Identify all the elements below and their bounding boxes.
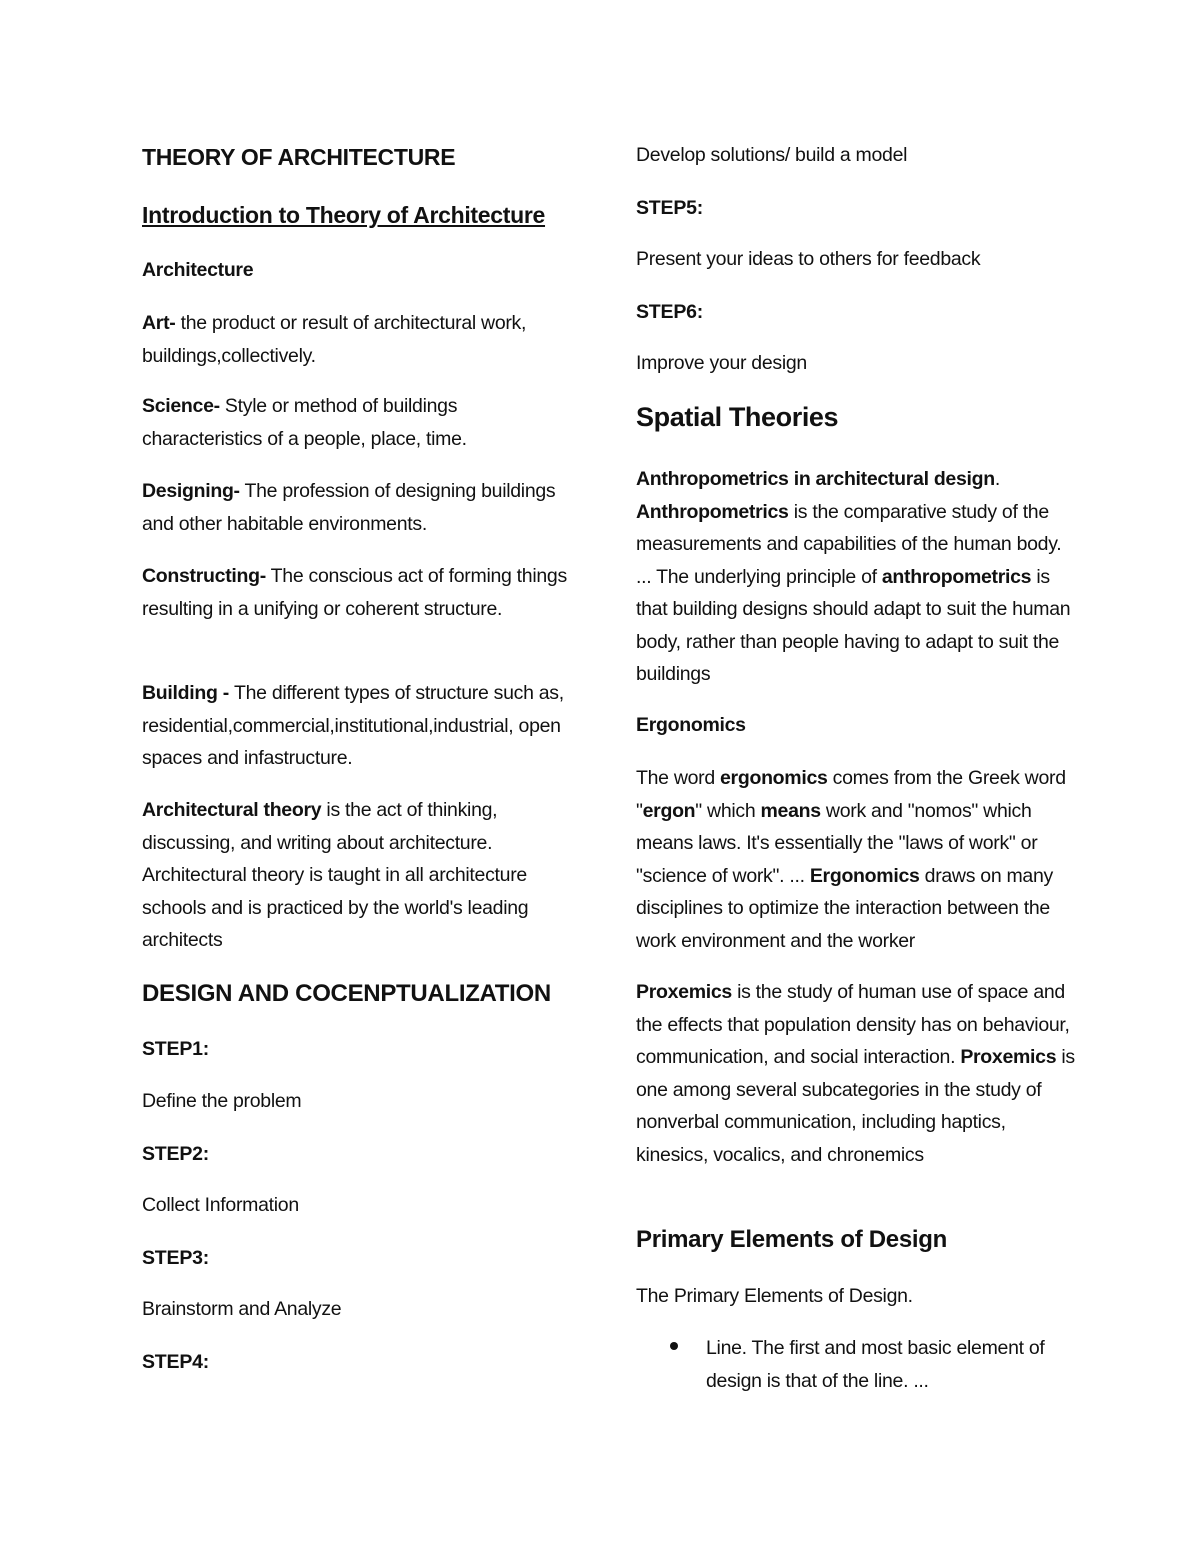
body-text: " which [695, 799, 761, 822]
definition-term: Architectural theory [142, 799, 322, 821]
definition-term: Art- [142, 312, 176, 334]
document-title: THEORY OF ARCHITECTURE [142, 144, 456, 170]
design-heading: DESIGN AND COCENPTUALIZATION [142, 980, 551, 1007]
definition-text: The profession of designing buildings and other habitable environments. [142, 480, 556, 535]
body-text: comes from the Greek word " [636, 767, 1066, 822]
bold-term: ergon [642, 799, 696, 822]
step5-label: STEP5: [636, 197, 704, 219]
step2-label: STEP2: [142, 1143, 210, 1165]
body-text: draws on many disciplines to optimize the interaction between the work environment and the worker [636, 864, 1053, 952]
definition-science [142, 390, 582, 455]
bold-term: Ergonomics [809, 864, 920, 887]
definition-art [142, 307, 582, 372]
spatial-theories-heading: Spatial Theories [636, 402, 839, 432]
definition-text: The different types of structure such as, residential,commercial,institutional,industrial, open spaces and infastructure. [142, 682, 564, 769]
proxemics-paragraph [636, 976, 1076, 1171]
body-text: is the study of human use of space and the effects that population density has on behaviour, communication, and social interaction. [636, 981, 1070, 1068]
primary-elements-intro: The Primary Elements of Design. [636, 1285, 913, 1307]
ergonomics-paragraph [636, 762, 1076, 957]
step2-text: Collect Information [142, 1194, 299, 1216]
definition-text: The conscious act of forming things resulting in a unifying or coherent structure. [142, 565, 567, 620]
bold-term: anthropometrics [881, 565, 1032, 588]
step6-text: Improve your design [636, 352, 807, 374]
bold-term: means [760, 799, 821, 822]
definition-building [142, 677, 582, 775]
anthropometrics-paragraph [636, 463, 1076, 691]
list-item-text: Line. The first and most basic element of design is that of the line. ... [706, 1337, 1045, 1392]
definition-architectural-theory [142, 794, 582, 957]
heading-dot: . [994, 468, 1000, 490]
definition-constructing [142, 560, 582, 625]
body-text: work and "nomos" which means laws. It's essentially the "laws of work" or "science of work". ... [636, 799, 1038, 887]
anthropometrics-heading: Anthropometrics in architectural design [636, 468, 995, 490]
step1-text: Define the problem [142, 1090, 302, 1112]
definition-designing [142, 475, 582, 540]
definition-term: Building - [142, 682, 235, 704]
bullet-icon [670, 1342, 678, 1350]
intro-heading: Introduction to Theory of Architecture [142, 202, 546, 228]
step1-label: STEP1: [142, 1038, 210, 1060]
body-text: is one among several subcategories in the study of nonverbal communication, including haptics, kinesics, vocalics, and chronemics [636, 1046, 1075, 1166]
body-text: is the comparative study of the measurements and capabilities of the human body. ... The underlying principle of [636, 500, 1062, 588]
step4-label: STEP4: [142, 1351, 210, 1373]
definition-term: Designing- [142, 480, 240, 502]
bold-term: Proxemics [960, 1046, 1057, 1068]
body-text: is that building designs should adapt to suit the human body, rather than people having to adapt to suit the buildings [636, 565, 1071, 685]
step3-text: Brainstorm and Analyze [142, 1298, 342, 1320]
body-text: The word [636, 767, 721, 789]
architecture-label: Architecture [142, 259, 254, 281]
definition-text: the product or result of architectural work, buildings,collectively. [142, 312, 527, 367]
step6-label: STEP6: [636, 301, 704, 323]
definition-term: Science- [142, 395, 220, 417]
bold-term: ergonomics [720, 767, 828, 789]
definition-text: Style or method of buildings characteristics of a people, place, time. [142, 395, 467, 450]
step5-text: Present your ideas to others for feedback [636, 248, 981, 270]
definition-term: Constructing- [142, 565, 266, 587]
bold-term: Anthropometrics [636, 500, 789, 523]
step4-text: Develop solutions/ build a model [636, 144, 908, 166]
list-item [636, 1332, 1076, 1397]
primary-elements-heading: Primary Elements of Design [636, 1226, 947, 1253]
bold-term: Proxemics [636, 981, 732, 1003]
definition-text: is the act of thinking, discussing, and writing about architecture. Architectural theory is taught in all architecture schools and is practiced by the world's leading architects [142, 799, 529, 951]
step3-label: STEP3: [142, 1247, 210, 1269]
ergonomics-heading: Ergonomics [636, 714, 746, 736]
